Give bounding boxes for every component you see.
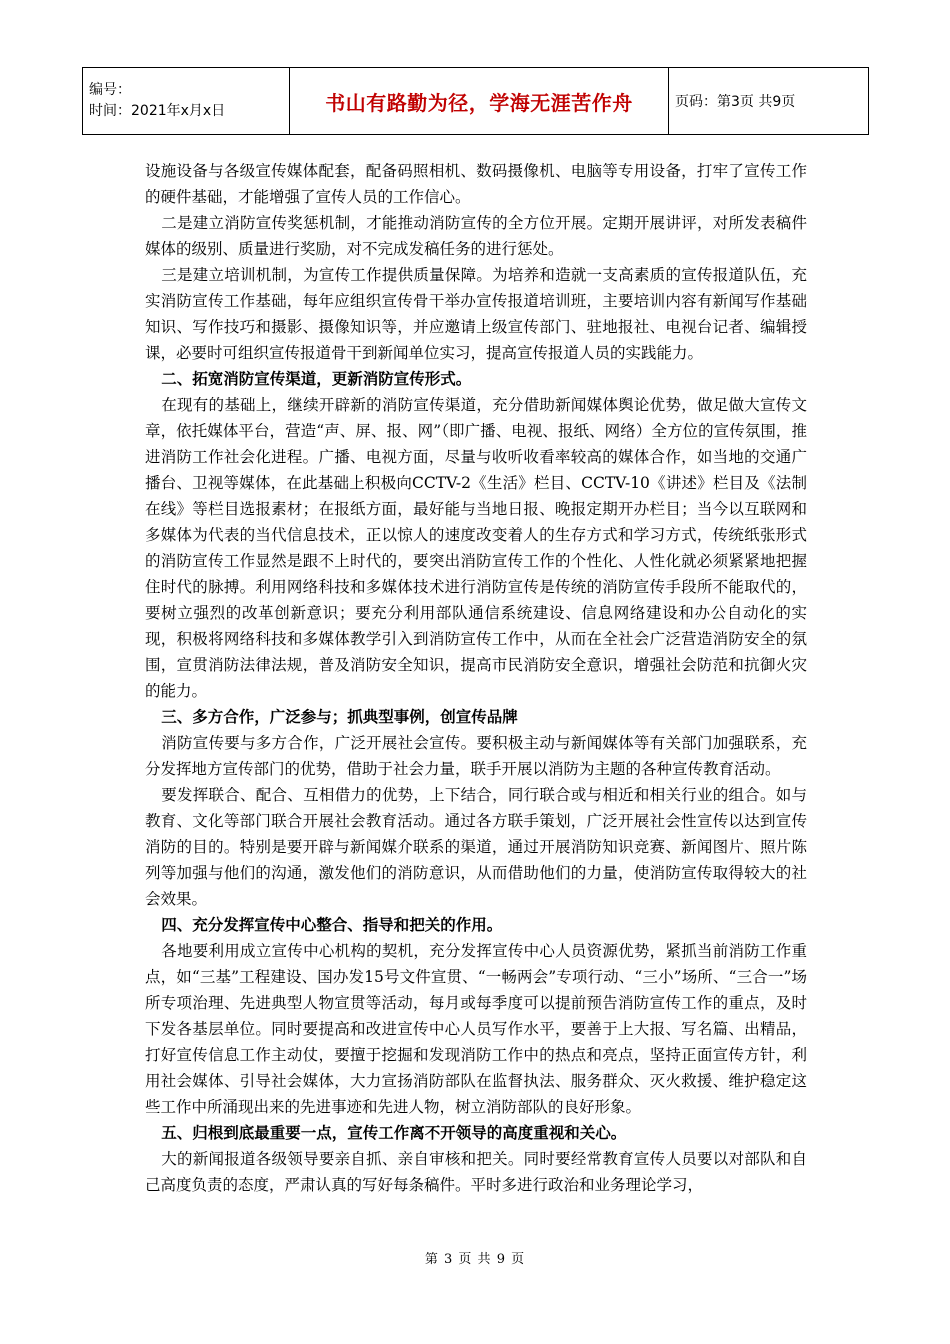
section-heading: 四、充分发挥宣传中心整合、指导和把关的作用。 xyxy=(161,915,503,934)
body-paragraph: 消防宣传要与多方合作，广泛开展社会宣传。要积极主动与新闻媒体等有关部门加强联系，充分发挥地方宣传部门的优势，借助于社会力量，联手开展以消防为主题的各种宣传教育活动。 xyxy=(145,734,807,778)
section-heading: 五、归根到底最重要一点，宣传工作离不开领导的高度重视和关心。 xyxy=(161,1123,627,1142)
page-header xyxy=(82,67,869,135)
body-paragraph: 在现有的基础上，继续开辟新的消防宣传渠道，充分借助新闻媒体舆论优势，做足做大宣传文章，依托媒体平台，营造“声、屏、报、网”（即广播、电视、报纸、网络）全方位的宣传氛围，推进消防工作社会化进程。广播、电视方面，尽量与收听收看率较高的媒体合作，如当地的交通广播台、卫视等媒体，在此基础上积极向CCTV-2《生活》栏目、CCTV-10《讲述》栏目及《法制在线》等栏目选报素材；在报纸方面，最好能与当地日报、晚报定期开办栏目；当今以互联网和多媒体为代表的当代信息技术，正以惊人的速度改变着人的生存方式和学习方式，传统纸张形式的消防宣传工作显然是跟不上时代的，要突出消防宣传工作的个性化、人性化就必须紧紧地把握住时代的脉搏。利用网络科技和多媒体技术进行消防宣传是传统的消防宣传手段所不能取代的，要树立强烈的改革创新意识；要充分利用部队通信系统建设、信息网络建设和办公自动化的实现，积极将网络科技和多媒体教学引入到消防宣传工作中，从而在全社会广泛营造消防安全的氛围，宣贯消防法律法规，普及消防安全知识，提高市民消防安全意识，增强社会防范和抗御火灾的能力。 xyxy=(145,396,807,700)
body-paragraph: 要发挥联合、配合、互相借力的优势，上下结合，同行联合或与相近和相关行业的组合。如与教育、文化等部门联合开展社会教育活动。通过各方联手策划，广泛开展社会性宣传以达到宣传消防的目的。特别是要开辟与新闻媒介联系的渠道，通过开展消防知识竞赛、新闻图片、照片陈列等加强与他们的沟通，激发他们的消防意识，从而借助他们的力量，使消防宣传取得较大的社会效果。 xyxy=(145,786,807,908)
document-date-label: 时间：2021年x月x日 xyxy=(89,103,226,119)
section-heading: 三、多方合作，广泛参与；抓典型事例，创宣传品牌 xyxy=(161,707,518,726)
header-meta xyxy=(83,68,290,135)
body-paragraph: 设施设备与各级宣传媒体配套，配备码照相机、数码摄像机、电脑等专用设备，打牢了宣传工作的硬件基础，才能增强了宣传人员的工作信心。 xyxy=(145,162,807,206)
body-paragraph: 大的新闻报道各级领导要亲自抓、亲自审核和把关。同时要经常教育宣传人员要以对部队和自己高度负责的态度，严肃认真的写好每条稿件。平时多进行政治和业务理论学习， xyxy=(145,1150,807,1194)
section-heading: 二、拓宽消防宣传渠道，更新消防宣传形式。 xyxy=(161,369,472,388)
body-paragraph: 三是建立培训机制，为宣传工作提供质量保障。为培养和造就一支高素质的宣传报道队伍，充实消防宣传工作基础，每年应组织宣传骨干举办宣传报道培训班，主要培训内容有新闻写作基础知识、写作技巧和摄影、摄像知识等，并应邀请上级宣传部门、驻地报社、电视台记者、编辑授课，必要时可组织宣传报道骨干到新闻单位实习，提高宣传报道人员的实践能力。 xyxy=(145,266,807,362)
document-number-label: 编号： xyxy=(89,82,131,98)
document-body xyxy=(145,158,807,1198)
body-paragraph: 各地要利用成立宣传中心机构的契机，充分发挥宣传中心人员资源优势，紧抓当前消防工作重点，如“三基”工程建设、国办发15号文件宣贯、“一畅两会”专项行动、“三小”场所、“三合一”场所专项治理、先进典型人物宣贯等活动，每月或每季度可以提前预告消防宣传工作的重点，及时下发各基层单位。同时要提高和改进宣传中心人员写作水平，要善于上大报、写名篇、出精品，打好宣传信息工作主动仗，要擅于挖掘和发现消防工作中的热点和亮点，坚持正面宣传方针，利用社会媒体、引导社会媒体，大力宣扬消防部队在监督执法、服务群众、灭火救援、维护稳定这些工作中所涌现出来的先进事迹和先进人物，树立消防部队的良好形象。 xyxy=(145,942,807,1116)
body-paragraph: 二是建立消防宣传奖惩机制，才能推动消防宣传的全方位开展。定期开展讲评，对所发表稿件媒体的级别、质量进行奖励，对不完成发稿任务的进行惩处。 xyxy=(145,214,807,258)
page-footer: 第 3 页 共 9 页 xyxy=(424,1252,526,1267)
header-page-number: 页码：第3页 共9页 xyxy=(669,68,869,135)
header-motto: 书山有路勤为径，学海无涯苦作舟 xyxy=(290,68,669,135)
